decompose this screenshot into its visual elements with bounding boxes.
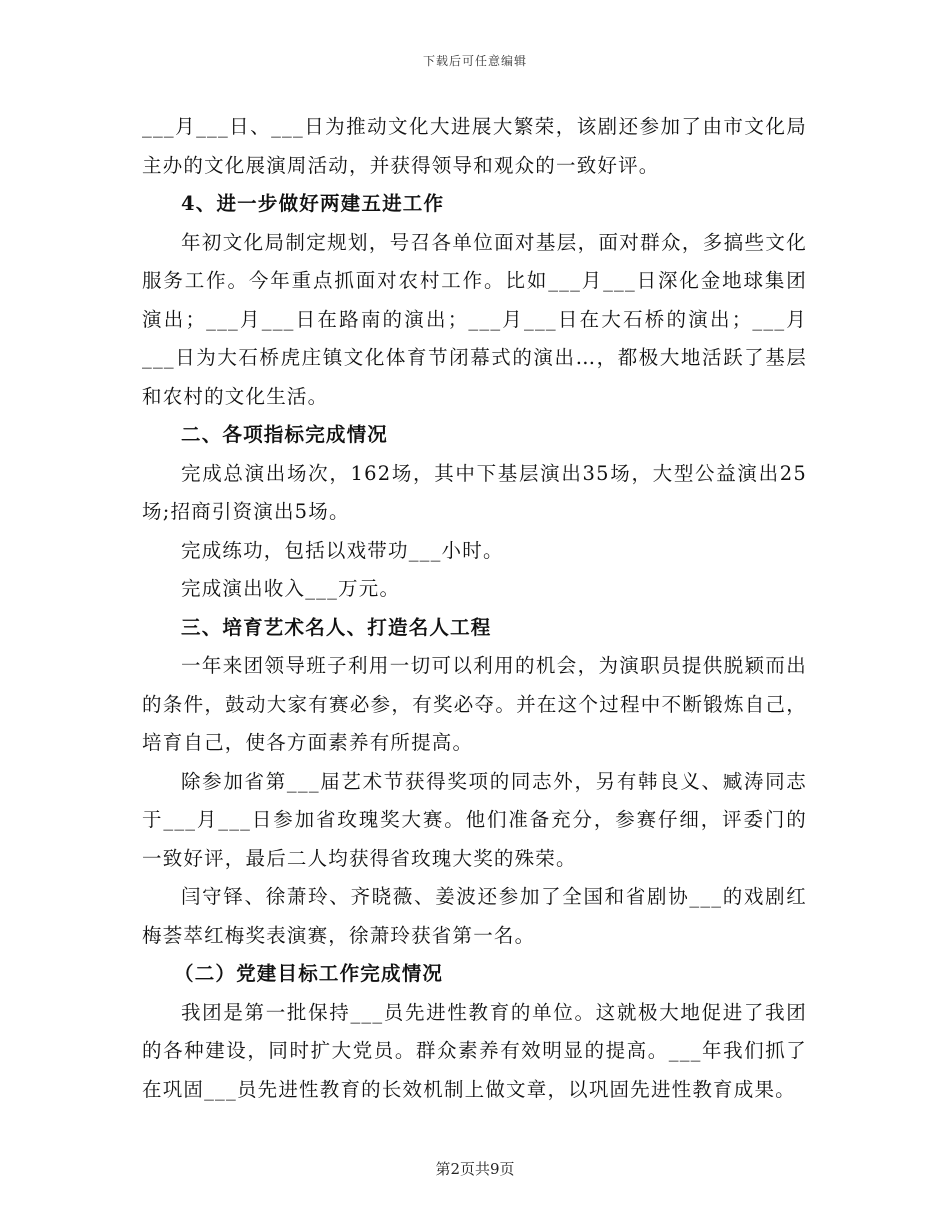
page-footer: 第2页共9页 [435,1160,515,1178]
section-heading: 三、培育艺术名人、打造名人工程 [181,615,492,639]
paragraph-continued: ___月___日、___日为推动文化大进展大繁荣，该剧还参加了由市文化局主办的文化展演周活动，并获得领导和观众的一致好评。 [142,115,807,177]
subsection-heading: （二）党建目标工作完成情况 [174,962,444,985]
document-body [142,108,807,1109]
body-paragraph: 闫守铎、徐萧玲、齐晓薇、姜波还参加了全国和省剧协___的戏剧红梅荟萃红梅奖表演赛，徐萧玲获省第一名。 [142,885,807,947]
body-paragraph: 完成练功，包括以戏带功___小时。 [181,538,504,562]
section-heading: 4、进一步做好两建五进工作 [181,192,445,215]
body-paragraph: 除参加省第___届艺术节获得奖项的同志外，另有韩良义、臧涛同志于___月___日参加省玫瑰奖大赛。他们准备充分，参赛仔细，评委门的一致好评，最后二人均获得省玫瑰大奖的殊荣。 [142,769,807,870]
body-paragraph: 我团是第一批保持___员先进性教育的单位。这就极大地促进了我团的各种建设，同时扩大党员。群众素养有效明显的提高。___年我们抓了在巩固___员先进性教育的长效机制上做文章，以巩固先进性教育成果。 [142,1000,807,1101]
page-header: 下载后可任意编辑 [422,54,527,68]
body-paragraph: 完成总演出场次，162场，其中下基层演出35场，大型公益演出25场;招商引资演出5场。 [142,461,807,523]
body-paragraph: 年初文化局制定规划，号召各单位面对基层，面对群众，多搞些文化服务工作。今年重点抓面对农村工作。比如___月___日深化金地球集团演出；___月___日在路南的演出；___月___日在大石桥的演出；___月___日为大石桥虎庄镇文化体育节闭幕式的演出…，都极大地活跃了基层和农村的文化生活。 [142,230,807,408]
section-heading: 二、各项指标完成情况 [181,423,389,446]
body-paragraph: 一年来团领导班子利用一切可以利用的机会，为演职员提供脱颖而出的条件，鼓动大家有赛必参，有奖必夺。并在这个过程中不断锻炼自己，培育自己，使各方面素养有所提高。 [142,654,807,754]
body-paragraph: 完成演出收入___万元。 [181,577,401,600]
